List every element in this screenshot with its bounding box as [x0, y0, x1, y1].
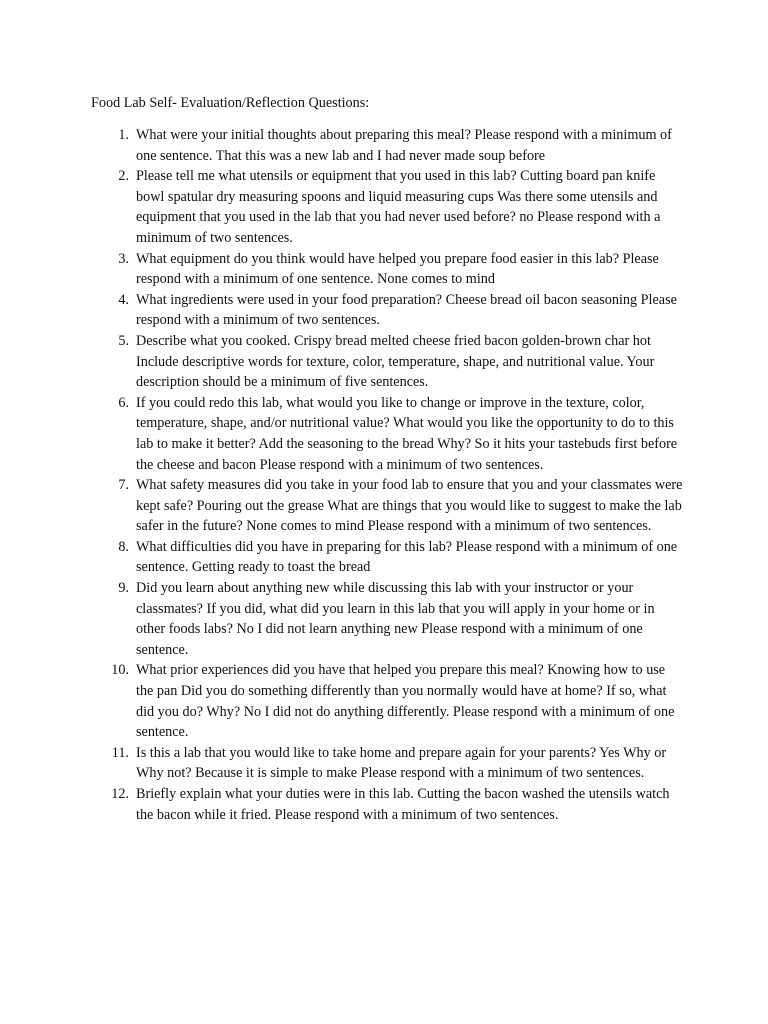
question-item-9	[118, 578, 684, 660]
question-number: 7.	[118, 477, 129, 494]
question-list	[111, 125, 684, 825]
question-text: What equipment do you think would have helped you prepare food easier in this lab? Please respond with a minimum of one sentence. None comes to mind	[136, 250, 659, 288]
question-item-1	[118, 125, 684, 166]
question-text: Describe what you cooked. Crispy bread melted cheese fried bacon golden-brown char hot Include descriptive words for texture, color, temperature, shape, and nutritional value. Your description should be a minimum of five sentences.	[136, 332, 655, 391]
question-text: What were your initial thoughts about preparing this meal? Please respond with a minimum of one sentence. That this was a new lab and I had never made soup before	[136, 127, 672, 164]
question-item-4	[118, 290, 684, 331]
question-number: 6.	[118, 394, 129, 411]
question-item-11	[111, 743, 684, 784]
question-text: What safety measures did you take in your food lab to ensure that you and your classmates were kept safe? Pouring out the grease What are things that you would like to suggest to make the lab safer in the future? None comes to mind Please respond with a minimum of two sentences.	[136, 477, 683, 535]
question-text: Is this a lab that you would like to take home and prepare again for your parents? Yes Why or Why not? Because it is simple to make Please respond with a minimum of two sentences.	[136, 744, 667, 782]
question-number: 11.	[111, 744, 129, 761]
question-number: 4.	[118, 291, 129, 308]
question-item-8	[118, 537, 684, 578]
question-number: 8.	[118, 538, 129, 555]
question-item-2	[118, 166, 684, 248]
question-number: 2.	[118, 168, 129, 185]
question-item-3	[118, 249, 684, 290]
question-text: What difficulties did you have in preparing for this lab? Please respond with a minimum of one sentence. Getting ready to toast the bread	[136, 538, 678, 576]
question-item-12	[111, 784, 684, 825]
question-text: Please tell me what utensils or equipment that you used in this lab? Cutting board pan knife bowl spatular dry measuring spoons and liquid measuring cups Was there some utensils and equipment that you used in the lab that you had never used before? no Please respond with a minimum of two sentences.	[136, 168, 661, 246]
question-text: If you could redo this lab, what would you like to change or improve in the texture, color, temperature, shape, and/or nutritional value? What would you like the opportunity to do to this lab to make it better? Add the seasoning to the bread Why? So it hits your tastebuds first before the cheese and bacon Please respond with a minimum of two sentences.	[136, 394, 678, 473]
question-number: 9.	[118, 580, 129, 597]
question-item-6	[118, 393, 684, 475]
question-number: 5.	[118, 332, 129, 349]
question-text: Did you learn about anything new while discussing this lab with your instructor or your classmates? If you did, what did you learn in this lab that you will apply in your home or in other foods labs? No I did not learn anything new Please respond with a minimum of one sentence.	[136, 580, 655, 658]
document-title: Food Lab Self- Evaluation/Reflection Questions:	[91, 95, 370, 111]
question-number: 1.	[118, 127, 129, 143]
question-number: 3.	[118, 250, 129, 267]
question-text: Briefly explain what your duties were in this lab. Cutting the bacon washed the utensils watch the bacon while it fried. Please respond with a minimum of two sentences.	[136, 786, 670, 823]
question-item-5	[118, 331, 684, 393]
question-text: What ingredients were used in your food preparation? Cheese bread oil bacon seasoning Please respond with a minimum of two sentences.	[136, 291, 677, 329]
question-number: 10.	[111, 662, 129, 679]
question-text: What prior experiences did you have that helped you prepare this meal? Knowing how to use the pan Did you do something differently than you normally would have at home? If so, what did you do? Why? No I did not do anything differently. Please respond with a minimum of one sentence.	[136, 662, 675, 741]
question-number: 12.	[111, 786, 129, 802]
question-item-7	[118, 475, 684, 537]
question-item-10	[111, 660, 684, 742]
